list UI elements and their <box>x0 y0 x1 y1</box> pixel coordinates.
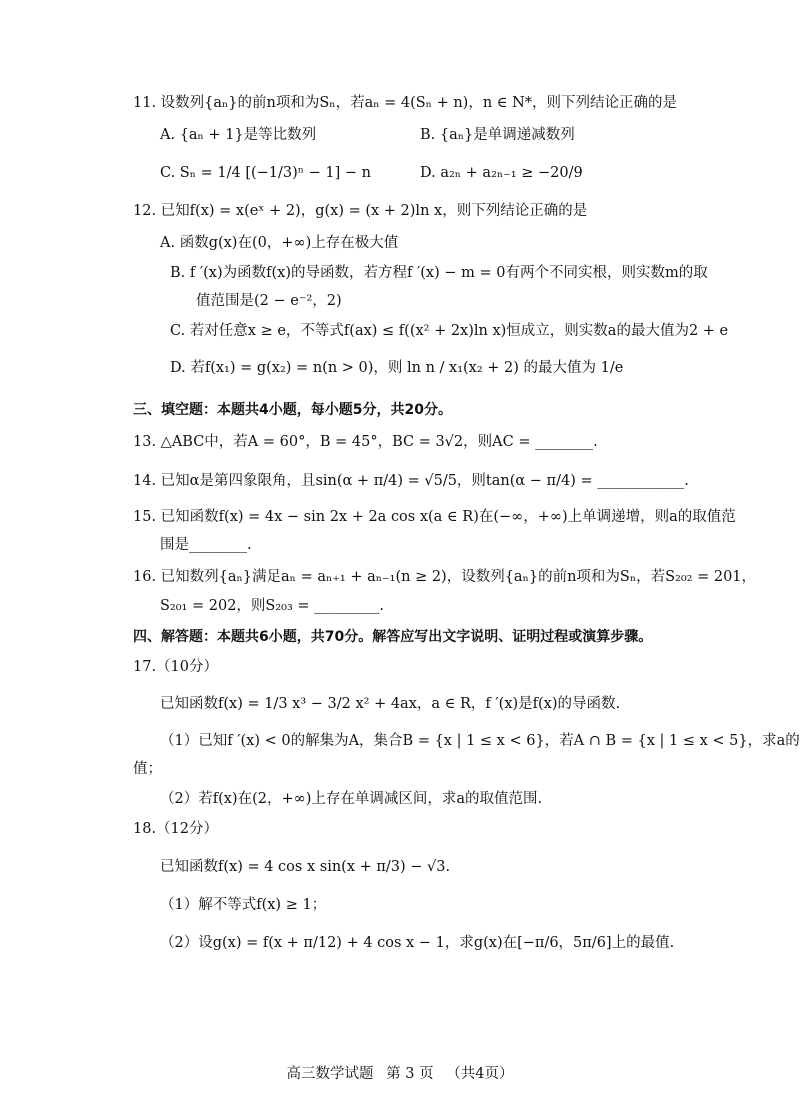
q17-part1-line1: （1）已知f ′(x) < 0的解集为A，集合B = {x | 1 ≤ x < 6}，若A ∩ B = {x | 1 ≤ x < 5}，求a的 <box>160 733 800 749</box>
q12-option-c: C. 若对任意x ≥ e，不等式f(ax) ≤ f((x² + 2x)ln x)恒成立，则实数a的最大值为2 + e <box>170 323 729 339</box>
q15-line2: 围是________. <box>160 537 252 553</box>
q12-stem: 12. 已知f(x) = x(eˣ + 2)，g(x) = (x + 2)ln x，则下列结论正确的是 <box>133 203 588 219</box>
q11-option-c: C. Sₙ = 1/4 [(−1/3)ⁿ − 1] − n <box>160 165 372 181</box>
q17-part1-line2: 值； <box>133 761 162 777</box>
q12-option-a: A. 函数g(x)在(0，+∞)上存在极大值 <box>160 235 399 251</box>
q18-part1: （1）解不等式f(x) ≥ 1； <box>160 897 327 913</box>
q18-part2: （2）设g(x) = f(x + π/12) + 4 cos x − 1，求g(x)在[−π/6，5π/6]上的最值. <box>160 935 675 951</box>
q14: 14. 已知α是第四象限角，且sin(α + π/4) = √5/5，则tan(α − π/4) = ____________. <box>133 473 689 489</box>
q17-stem: 已知函数f(x) = 1/3 x³ − 3/2 x² + 4ax，a ∈ R，f ′(x)是f(x)的导函数. <box>160 696 621 712</box>
q11-stem: 11. 设数列{aₙ}的前n项和为Sₙ，若aₙ = 4(Sₙ + n)，n ∈ N*，则下列结论正确的是 <box>133 95 678 111</box>
q11-option-b: B. {aₙ}是单调递减数列 <box>420 127 575 143</box>
page-footer <box>0 1062 800 1083</box>
q16-line1: 16. 已知数列{aₙ}满足aₙ = aₙ₊₁ + aₙ₋₁(n ≥ 2)，设数列{aₙ}的前n项和为Sₙ，若S₂₀₂ = 201， <box>133 569 757 585</box>
q17-part2: （2）若f(x)在(2，+∞)上存在单调减区间，求a的取值范围. <box>160 791 543 807</box>
q12-option-b-line2: 值范围是(2 − e⁻²，2) <box>196 293 342 309</box>
footer-total-pages: （共4页） <box>446 1066 514 1082</box>
footer-page-number: 第 3 页 <box>386 1066 434 1082</box>
section4-heading: 四、解答题：本题共6小题，共70分。解答应写出文字说明、证明过程或演算步骤。 <box>133 629 653 645</box>
q17-heading: 17.（10分） <box>133 659 219 675</box>
q13: 13. △ABC中，若A = 60°，B = 45°，BC = 3√2，则AC = ________. <box>133 434 598 450</box>
q15-line1: 15. 已知函数f(x) = 4x − sin 2x + 2a cos x(a ∈ R)在(−∞，+∞)上单调递增，则a的取值范 <box>133 509 736 525</box>
q12-option-d: D. 若f(x₁) = g(x₂) = n(n > 0)，则 ln n / x₁(x₂ + 2) 的最大值为 1/e <box>170 360 624 376</box>
q16-line2: S₂₀₁ = 202，则S₂₀₃ = _________. <box>160 598 385 614</box>
q18-heading: 18.（12分） <box>133 821 219 837</box>
footer-title: 高三数学试题 <box>286 1066 374 1082</box>
q11-option-a: A. {aₙ + 1}是等比数列 <box>160 127 317 143</box>
section3-heading: 三、填空题：本题共4小题，每小题5分，共20分。 <box>133 402 452 418</box>
q12-option-b-line1: B. f ′(x)为函数f(x)的导函数，若方程f ′(x) − m = 0有两个不同实根，则实数m的取 <box>170 265 708 281</box>
q11-option-d: D. a₂ₙ + a₂ₙ₋₁ ≥ −20/9 <box>420 165 583 181</box>
q18-stem: 已知函数f(x) = 4 cos x sin(x + π/3) − √3. <box>160 859 451 875</box>
